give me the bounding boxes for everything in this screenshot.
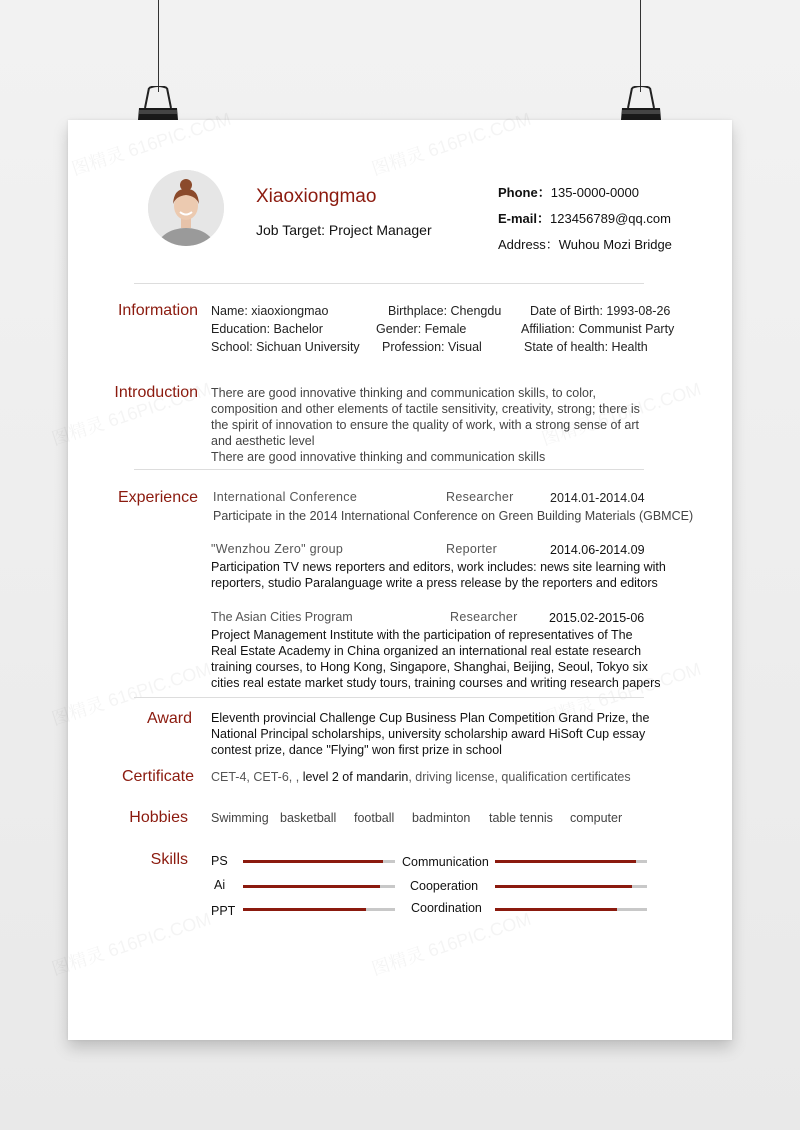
skill-label: Cooperation (410, 879, 479, 893)
hanging-wire-left (158, 0, 159, 92)
skill-bar (495, 885, 647, 888)
info-school: School: Sichuan University (211, 340, 360, 354)
divider (134, 469, 644, 470)
contact-phone (498, 182, 639, 201)
info-birthplace: Birthplace: Chengdu (388, 304, 502, 318)
avatar (148, 170, 224, 246)
divider (134, 697, 644, 698)
section-title-certificate: Certificate (121, 768, 194, 785)
skill-label: PS (211, 854, 228, 868)
resume-paper (68, 120, 732, 1040)
divider (134, 283, 644, 284)
experience-dates: 2015.02-2015-06 (549, 611, 645, 625)
certificate-mandarin: level 2 of mandarin (302, 770, 409, 784)
hobby-item: football (354, 811, 395, 825)
address-value: Wuhou Mozi Bridge (558, 237, 672, 252)
skill-bar (495, 860, 647, 863)
phone-label: Phone： (498, 185, 551, 200)
info-gender: Gender: Female (376, 322, 467, 336)
skill-bar (243, 908, 395, 911)
profile-photo-icon (148, 170, 224, 246)
skill-label: Ai (214, 878, 226, 892)
contact-email (498, 208, 671, 227)
info-education: Education: Bachelor (211, 322, 323, 336)
hobby-item: badminton (412, 811, 471, 825)
introduction-paragraph: There are good innovative thinking and communication skills, to color, composition and other elements of tactile sensitivity, creativity, strong; there is the spirit of innovation to ensure the quality of work, with a strong sense of art and aesthetic level (211, 386, 640, 448)
hobby-item: Swimming (211, 811, 269, 825)
experience-org: The Asian Cities Program (211, 610, 353, 624)
experience-org: International Conference (213, 490, 358, 504)
skill-bar-fill (243, 908, 366, 911)
candidate-name: Xiaoxiongmao (256, 186, 377, 207)
experience-desc: Project Management Institute with the participation of representatives of The Real Estate Academy in China organized an international real estate research training courses, to Hong Kong, Singapore, Shanghai, Beijing, Seoul, Tokyo six cities real estate market study tours, training courses and writing research papers (211, 628, 661, 690)
experience-dates: 2014.01-2014.04 (550, 491, 645, 505)
info-health: State of health: Health (524, 340, 648, 354)
hobby-item: computer (570, 811, 623, 825)
skill-bar-fill (495, 908, 617, 911)
contact-address (498, 234, 672, 253)
section-title-hobbies: Hobbies (129, 809, 188, 826)
hobby-item: table tennis (489, 811, 553, 825)
section-title-skills: Skills (150, 851, 188, 868)
skill-bar (495, 908, 647, 911)
section-title-information: Information (117, 302, 198, 319)
watermark (48, 905, 214, 981)
watermark (368, 105, 534, 181)
hobby-item: basketball (280, 811, 337, 825)
section-title-experience: Experience (117, 489, 198, 506)
info-affiliation: Affiliation: Communist Party (521, 322, 675, 336)
experience-org: "Wenzhou Zero" group (211, 542, 344, 556)
section-title-introduction: Introduction (114, 384, 198, 401)
experience-desc: Participation TV news reporters and editors, work includes: news site learning with reporters, studio Paralanguage write a press release by the reporters and editors (211, 560, 666, 590)
skill-label: Communication (402, 855, 489, 869)
skill-bar-fill (243, 860, 383, 863)
introduction-line: There are good innovative thinking and communication skills (211, 450, 546, 464)
skill-bar (243, 885, 395, 888)
experience-role: Researcher (450, 610, 518, 624)
info-name: Name: xiaoxiongmao (211, 304, 329, 318)
certificate-part: , driving license, qualification certificates (408, 770, 631, 784)
skill-bar-fill (495, 885, 632, 888)
experience-dates: 2014.06-2014.09 (550, 543, 645, 557)
award-text: Eleventh provincial Challenge Cup Business Plan Competition Grand Prize, the National Principal scholarships, university scholarship award HiSoft Cup essay contest prize, dance "Flying" won first prize in school (211, 711, 650, 757)
address-label: Address： (498, 237, 559, 252)
email-label: E-mail： (498, 211, 551, 226)
info-profession: Profession: Visual (382, 340, 482, 354)
certificate-part: CET-4, CET-6, , (211, 770, 303, 784)
hanging-wire-right (640, 0, 641, 92)
experience-role: Researcher (446, 490, 514, 504)
experience-desc: Participate in the 2014 International Conference on Green Building Materials (GBMCE) (213, 509, 694, 523)
experience-role: Reporter (446, 542, 498, 556)
section-title-award: Award (146, 710, 192, 727)
phone-value: 135-0000-0000 (550, 185, 639, 200)
skill-bar (243, 860, 395, 863)
skill-label: PPT (211, 904, 236, 918)
certificate-text (211, 770, 631, 784)
email-value: 123456789@qq.com (550, 211, 671, 226)
skill-bar-fill (495, 860, 636, 863)
skill-bar-fill (243, 885, 380, 888)
job-target: Job Target: Project Manager (256, 222, 432, 238)
watermark (368, 905, 534, 981)
skill-label: Coordination (411, 901, 482, 915)
info-dob: Date of Birth: 1993-08-26 (530, 304, 671, 318)
